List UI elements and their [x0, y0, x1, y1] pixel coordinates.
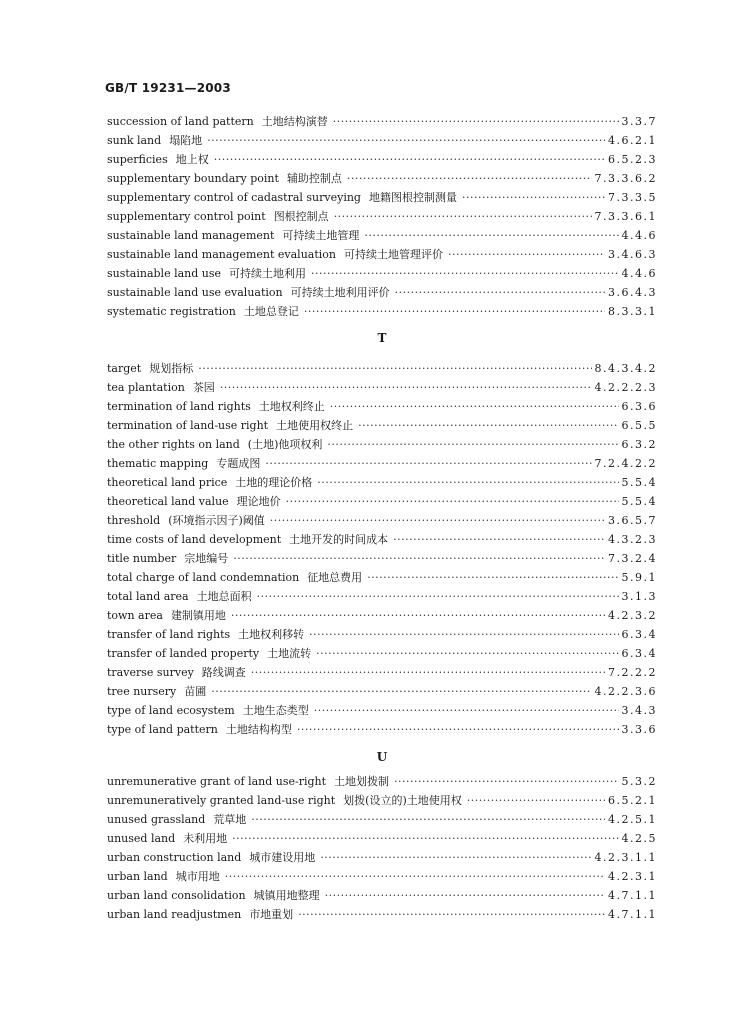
entry-clause-number: 7.2.2.2 [608, 666, 657, 679]
entry-clause-number: 3.4.3 [621, 704, 657, 717]
entry-chinese-term: 土地流转 [267, 647, 312, 660]
entry-english-term: thematic mapping [107, 457, 209, 470]
entry-chinese-term: 土地权利移转 [238, 628, 305, 641]
index-entry [107, 772, 657, 791]
dot-leader [462, 188, 605, 207]
entry-clause-number: 4.3.2.3 [608, 533, 657, 546]
dot-leader [232, 829, 618, 848]
index-entry [107, 682, 657, 701]
entry-chinese-term: 城镇用地整理 [253, 889, 320, 902]
entry-clause-number: 4.2.5.1 [608, 813, 657, 826]
entry-chinese-term: 土地的理论价格 [235, 476, 313, 489]
index-section-u [107, 772, 657, 924]
dot-leader [270, 511, 605, 530]
entry-chinese-term: 宗地编号 [184, 552, 229, 565]
entry-chinese-term: 土地结构演替 [261, 115, 328, 128]
index-entry [107, 530, 657, 549]
dot-leader [333, 112, 619, 131]
entry-english-term: sustainable land use [107, 267, 222, 280]
entry-clause-number: 6.3.6 [621, 400, 657, 413]
entry-clause-number: 4.4.6 [621, 229, 657, 242]
entry-chinese-term: 理论地价 [236, 495, 281, 508]
section-letter-u: U [376, 750, 388, 764]
entry-chinese-term: 专题成图 [216, 457, 261, 470]
entry-english-term: type of land ecosystem [107, 704, 235, 717]
index-entry [107, 188, 657, 207]
entry-clause-number: 4.4.6 [621, 267, 657, 280]
entry-english-term: threshold [107, 514, 161, 527]
entry-clause-number: 7.3.2.4 [608, 552, 657, 565]
entry-english-term: superficies [107, 153, 168, 166]
entry-english-term: total land area [107, 590, 189, 603]
entry-chinese-term: 地籍图根控制测量 [368, 191, 457, 204]
dot-leader [298, 905, 605, 924]
index-entry [107, 473, 657, 492]
index-section-s [107, 112, 657, 321]
index-entry [107, 302, 657, 321]
dot-leader [358, 416, 618, 435]
dot-leader [309, 625, 618, 644]
dot-leader [367, 568, 618, 587]
index-entry [107, 245, 657, 264]
section-letter-t: T [377, 331, 387, 345]
index-entry [107, 886, 657, 905]
entry-clause-number: 4.7.1.1 [608, 908, 657, 921]
dot-leader [198, 359, 591, 378]
entry-chinese-term: 土地总面积 [196, 590, 252, 603]
entry-clause-number: 5.5.4 [621, 476, 657, 489]
index-entry [107, 867, 657, 886]
entry-english-term: town area [107, 609, 163, 622]
entry-clause-number: 3.3.6 [621, 723, 657, 736]
entry-clause-number: 7.2.4.2.2 [594, 457, 657, 470]
index-entry [107, 791, 657, 810]
dot-leader [334, 207, 592, 226]
dot-leader [311, 264, 618, 283]
entry-english-term: supplementary boundary point [107, 172, 279, 185]
entry-english-term: succession of land pattern [107, 115, 254, 128]
index-entry [107, 169, 657, 188]
entry-english-term: unused grassland [107, 813, 206, 826]
entry-chinese-term: (环境指示因子)阈值 [168, 514, 265, 527]
entry-english-term: traverse survey [107, 666, 194, 679]
entry-clause-number: 5.3.2 [621, 775, 657, 788]
entry-clause-number: 4.2.2.3.6 [594, 685, 657, 698]
dot-leader [347, 169, 592, 188]
entry-english-term: sunk land [107, 134, 162, 147]
entry-english-term: the other rights on land [107, 438, 240, 451]
entry-chinese-term: 荒草地 [213, 813, 247, 826]
dot-leader [448, 245, 605, 264]
entry-clause-number: 3.6.4.3 [608, 286, 657, 299]
entry-english-term: tree nursery [107, 685, 177, 698]
index-entry [107, 226, 657, 245]
entry-chinese-term: 未利用地 [183, 832, 228, 845]
entry-english-term: time costs of land development [107, 533, 282, 546]
dot-leader [257, 587, 619, 606]
index-entry [107, 549, 657, 568]
dot-leader [211, 682, 591, 701]
dot-leader [231, 606, 605, 625]
index-entry [107, 207, 657, 226]
entry-clause-number: 6.5.2.3 [608, 153, 657, 166]
dot-leader [467, 791, 605, 810]
entry-chinese-term: 茶园 [192, 381, 215, 394]
entry-chinese-term: 地上权 [175, 153, 209, 166]
entry-chinese-term: 规划指标 [149, 362, 194, 375]
entry-clause-number: 6.5.5 [621, 419, 657, 432]
entry-chinese-term: 辅助控制点 [286, 172, 342, 185]
dot-leader [286, 492, 619, 511]
dot-leader [317, 473, 618, 492]
entry-chinese-term: (土地)他项权利 [247, 438, 323, 451]
entry-chinese-term: 塌陷地 [169, 134, 203, 147]
entry-chinese-term: 土地生态类型 [242, 704, 309, 717]
entry-english-term: urban land [107, 870, 168, 883]
entry-clause-number: 4.2.3.2 [608, 609, 657, 622]
dot-leader [395, 283, 605, 302]
entry-chinese-term: 土地总登记 [243, 305, 299, 318]
entry-english-term: unused land [107, 832, 176, 845]
entry-clause-number: 7.3.3.6.1 [594, 210, 657, 223]
dot-leader [304, 302, 605, 321]
entry-clause-number: 4.6.2.1 [608, 134, 657, 147]
entry-english-term: sustainable land management [107, 229, 275, 242]
standard-code-header: GB/T 19231—2003 [105, 81, 231, 95]
dot-leader [316, 644, 618, 663]
entry-english-term: urban construction land [107, 851, 242, 864]
dot-leader [393, 530, 605, 549]
dot-leader [225, 867, 605, 886]
entry-clause-number: 4.7.1.1 [608, 889, 657, 902]
entry-clause-number: 6.5.2.1 [608, 794, 657, 807]
entry-clause-number: 7.3.3.5 [608, 191, 657, 204]
entry-chinese-term: 苗圃 [184, 685, 207, 698]
entry-chinese-term: 路线调查 [201, 666, 246, 679]
index-section-t [107, 359, 657, 739]
index-entry [107, 264, 657, 283]
dot-leader [364, 226, 618, 245]
entry-english-term: type of land pattern [107, 723, 218, 736]
entry-chinese-term: 土地使用权终止 [276, 419, 354, 432]
index-entry [107, 568, 657, 587]
entry-chinese-term: 建制镇用地 [170, 609, 226, 622]
index-entry [107, 829, 657, 848]
entry-english-term: theoretical land value [107, 495, 229, 508]
index-entry [107, 810, 657, 829]
dot-leader [251, 810, 605, 829]
entry-chinese-term: 土地划拨制 [334, 775, 390, 788]
index-entry [107, 112, 657, 131]
index-entry [107, 359, 657, 378]
dot-leader [207, 131, 605, 150]
entry-clause-number: 6.3.2 [621, 438, 657, 451]
index-entry [107, 701, 657, 720]
index-entry [107, 150, 657, 169]
index-entry [107, 625, 657, 644]
index-entry [107, 492, 657, 511]
index-entry [107, 378, 657, 397]
entry-english-term: transfer of land rights [107, 628, 231, 641]
index-entry [107, 435, 657, 454]
entry-chinese-term: 可持续土地管理评价 [344, 248, 443, 261]
entry-clause-number: 3.6.5.7 [608, 514, 657, 527]
dot-leader [251, 663, 605, 682]
entry-chinese-term: 城市用地 [175, 870, 220, 883]
entry-clause-number: 4.2.3.1.1 [594, 851, 657, 864]
index-entry [107, 720, 657, 739]
index-entry [107, 587, 657, 606]
entry-clause-number: 6.3.4 [621, 628, 657, 641]
entry-clause-number: 8.4.3.4.2 [594, 362, 657, 375]
dot-leader [220, 378, 592, 397]
index-entry [107, 644, 657, 663]
entry-clause-number: 8.3.3.1 [608, 305, 657, 318]
index-entry [107, 663, 657, 682]
dot-leader [320, 848, 591, 867]
entry-chinese-term: 土地开发的时间成本 [289, 533, 389, 546]
entry-clause-number: 7.3.3.6.2 [594, 172, 657, 185]
entry-chinese-term: 征地总费用 [307, 571, 363, 584]
entry-english-term: urban land consolidation [107, 889, 246, 902]
entry-english-term: theoretical land price [107, 476, 228, 489]
dot-leader [314, 701, 619, 720]
entry-chinese-term: 可持续土地利用评价 [290, 286, 390, 299]
entry-clause-number: 4.2.2.2.3 [594, 381, 657, 394]
index-entry [107, 511, 657, 530]
entry-english-term: title number [107, 552, 177, 565]
entry-chinese-term: 土地权利终止 [258, 400, 325, 413]
entry-english-term: sustainable land management evaluation [107, 248, 336, 261]
dot-leader [394, 772, 618, 791]
dot-leader [265, 454, 591, 473]
dot-leader [327, 435, 618, 454]
entry-english-term: target [107, 362, 142, 375]
index-entry [107, 454, 657, 473]
entry-english-term: termination of land rights [107, 400, 251, 413]
entry-chinese-term: 城市建设用地 [249, 851, 316, 864]
entry-chinese-term: 市地重划 [249, 908, 294, 921]
index-entry [107, 397, 657, 416]
index-entry [107, 283, 657, 302]
entry-english-term: sustainable land use evaluation [107, 286, 283, 299]
index-entry [107, 905, 657, 924]
entry-chinese-term: 图根控制点 [273, 210, 329, 223]
entry-clause-number: 3.4.6.3 [608, 248, 657, 261]
entry-english-term: unremuneratively granted land-use right [107, 794, 336, 807]
entry-clause-number: 6.3.4 [621, 647, 657, 660]
entry-chinese-term: 可持续土地管理 [282, 229, 360, 242]
entry-clause-number: 5.9.1 [621, 571, 657, 584]
entry-clause-number: 5.5.4 [621, 495, 657, 508]
index-entry [107, 416, 657, 435]
entry-english-term: urban land readjustmen [107, 908, 242, 921]
entry-english-term: transfer of landed property [107, 647, 260, 660]
entry-clause-number: 3.1.3 [621, 590, 657, 603]
entry-english-term: termination of land-use right [107, 419, 269, 432]
entry-chinese-term: 划拨(设立的)土地使用权 [343, 794, 462, 807]
index-entry [107, 606, 657, 625]
entry-clause-number: 4.2.5 [621, 832, 657, 845]
entry-english-term: total charge of land condemnation [107, 571, 300, 584]
entry-english-term: unremunerative grant of land use-right [107, 775, 327, 788]
dot-leader [214, 150, 605, 169]
entry-clause-number: 3.3.7 [621, 115, 657, 128]
entry-english-term: supplementary control point [107, 210, 266, 223]
entry-english-term: supplementary control of cadastral surveying [107, 191, 361, 204]
index-entry [107, 848, 657, 867]
dot-leader [330, 397, 619, 416]
dot-leader [233, 549, 605, 568]
dot-leader [325, 886, 605, 905]
entry-clause-number: 4.2.3.1 [608, 870, 657, 883]
index-entry [107, 131, 657, 150]
entry-english-term: systematic registration [107, 305, 236, 318]
dot-leader [297, 720, 619, 739]
entry-english-term: tea plantation [107, 381, 185, 394]
entry-chinese-term: 可持续土地利用 [229, 267, 307, 280]
entry-chinese-term: 土地结构构型 [225, 723, 292, 736]
